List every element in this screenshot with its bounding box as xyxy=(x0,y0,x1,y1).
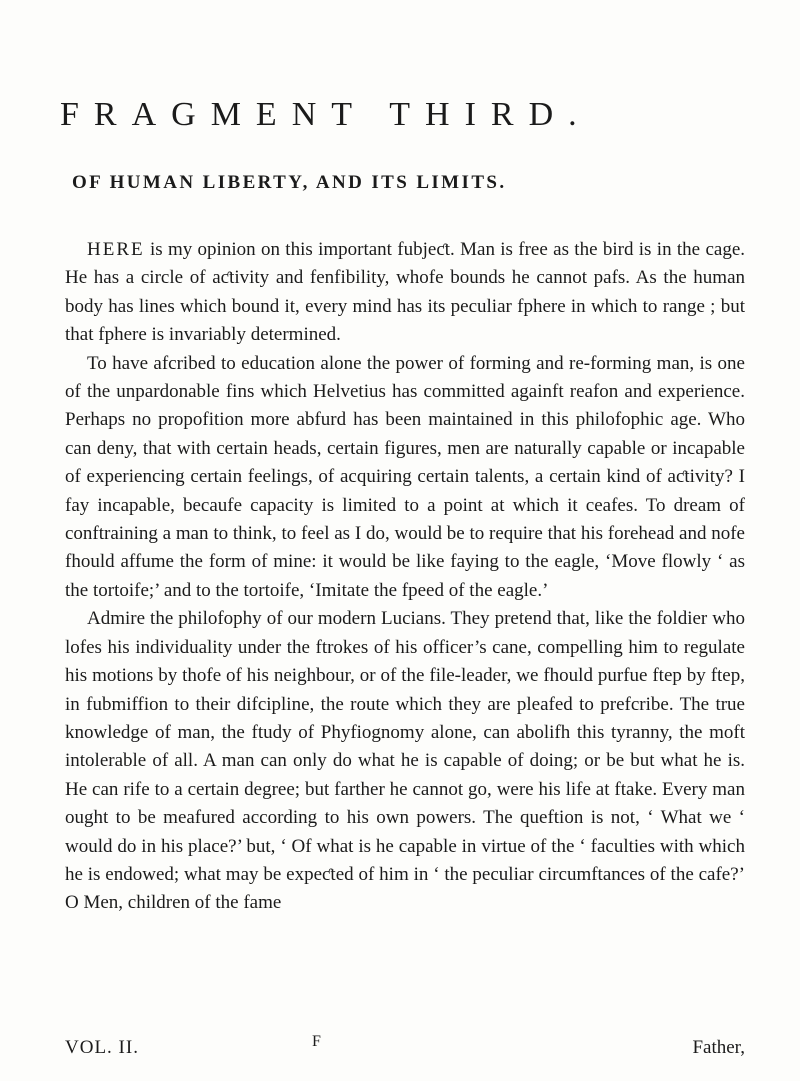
paragraph-3: Admire the philofophy of our modern Lucians. They pretend that, like the foldier who lofes his individuality under the ftrokes of his officer’s cane, compelling him to regulate his motions by thofe of his neighbour, or of the file-leader, we fhould purfue ftep by ftep, in fubmiffion to their difcipline, the route which they are pleafed to prefcribe. The true knowledge of man, the ftudy of Phyfiognomy alone, can abolifh this tyranny, the moft intolerable of all. A man can only do what he is capable of doing; or be but what he is. He can rife to a certain degree; but farther he cannot go, were his life at ftake. Every man ought to be meafured according to his own powers. The queftion is not, ‘ What we ‘ would do in his place?’ but, ‘ Of what is he capable in virtue of the ‘ faculties with which he is endowed; what may be expeƈted of him in ‘ the peculiar circumftances of the cafe?’ O Men, children of the fame xyxy=(65,608,745,914)
fragment-title: FRAGMENT THIRD. xyxy=(60,96,592,133)
paragraph-1 xyxy=(65,236,745,350)
page-footer xyxy=(65,1033,745,1065)
paragraph-1-text: is my opinion on this important fubjeƈt. Man is free as the bird is in the cage. He has a circle of aƈtivity and fenfibility, whofe bounds he cannot pafs. As the human body has lines which bound it, every mind has its peculiar fphere in which to range ; but that fphere is invariably determined. xyxy=(65,239,745,346)
signature-mark: F xyxy=(312,1033,321,1050)
paragraph-1-lead-word: HERE xyxy=(87,239,145,260)
body-text xyxy=(65,236,745,918)
catchword: Father, xyxy=(692,1037,745,1058)
chapter-subtitle: OF HUMAN LIBERTY, AND ITS LIMITS. xyxy=(72,172,507,193)
volume-number: VOL. II. xyxy=(65,1037,139,1058)
paragraph-2: To have afcribed to education alone the power of forming and re-forming man, is one of the unpardonable fins which Helvetius has committed againft reafon and experience. Perhaps no propofition more abfurd has been maintained in this philofophic age. Who can deny, that with certain heads, certain figures, men are naturally capable or incapable of experiencing certain feelings, of acquiring certain talents, a certain kind of aƈtivity? I fay incapable, becaufe capacity is limited to a point at which it ceafes. To dream of conftraining a man to think, to feel as I do, would be to require that his forehead and nofe fhould affume the form of mine: it would be like faying to the eagle, ‘Move flowly ‘ as the tortoife;’ and to the tortoife, ‘Imitate the fpeed of the eagle.’ xyxy=(65,352,745,601)
